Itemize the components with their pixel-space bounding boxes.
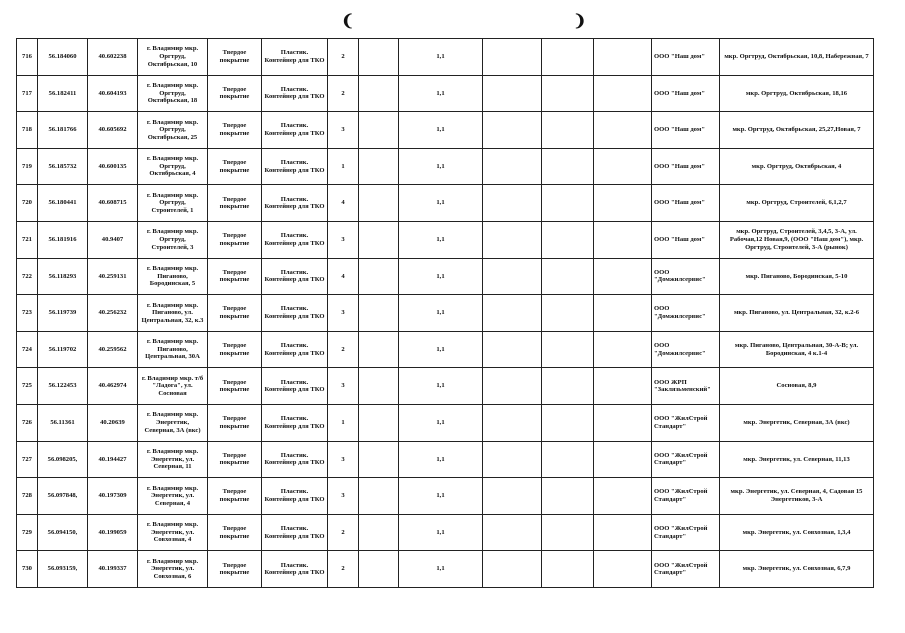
cell-lon: 40.256232	[88, 295, 138, 332]
empty-cell	[594, 404, 652, 441]
cell-volume: 1,1	[399, 258, 483, 295]
cell-n: 730	[17, 551, 38, 588]
cell-address: г. Владимир мкр. Оргтруд, Строителей, 1	[138, 185, 208, 222]
cell-lat: 56.184060	[38, 39, 88, 76]
empty-cell	[359, 441, 399, 478]
cell-lon: 40.199059	[88, 514, 138, 551]
table-row	[17, 478, 874, 515]
cell-org: ООО "Наш дом"	[652, 185, 720, 222]
cell-lat: 56.185732	[38, 148, 88, 185]
cell-volume: 1,1	[399, 112, 483, 149]
cell-surface: Твердое покрытие	[208, 551, 262, 588]
empty-cell	[542, 295, 594, 332]
cell-served: мкр. Оргтруд, Октябрьская, 10,8, Набережная, 7	[720, 39, 874, 76]
empty-cell	[594, 75, 652, 112]
cell-org: ООО "Наш дом"	[652, 112, 720, 149]
cell-address: г. Владимир мкр. Оргтруд, Октябрьская, 18	[138, 75, 208, 112]
cell-volume: 1,1	[399, 148, 483, 185]
cell-surface: Твердое покрытие	[208, 148, 262, 185]
table-row	[17, 112, 874, 149]
empty-cell	[359, 148, 399, 185]
cell-address: г. Владимир мкр. Оргтруд, Строителей, 3	[138, 221, 208, 258]
cell-org: ООО "Наш дом"	[652, 75, 720, 112]
cell-lon: 40.602238	[88, 39, 138, 76]
cell-org: ООО "Домжилсервис"	[652, 331, 720, 368]
cell-served: мкр. Энергетик, Северная, 3А (вкс)	[720, 404, 874, 441]
cell-surface: Твердое покрытие	[208, 221, 262, 258]
cell-served: мкр. Оргтруд, Октябрьская, 25,27,Новая, 7	[720, 112, 874, 149]
empty-cell	[542, 368, 594, 405]
empty-cell	[359, 331, 399, 368]
cell-address: г. Владимир мкр. Пиганово, ул. Центральная, 32, к.3	[138, 295, 208, 332]
cell-address: г. Владимир мкр. Оргтруд, Октябрьская, 10	[138, 39, 208, 76]
empty-cell	[542, 39, 594, 76]
cell-n: 717	[17, 75, 38, 112]
cell-lat: 56.097848,	[38, 478, 88, 515]
cell-count: 3	[328, 112, 359, 149]
empty-cell	[594, 39, 652, 76]
table-row	[17, 295, 874, 332]
cell-container: Пластик. Контейнер для ТКО	[262, 258, 328, 295]
cell-lat: 56.098205,	[38, 441, 88, 478]
cell-n: 716	[17, 39, 38, 76]
cell-org: ООО "Наш дом"	[652, 148, 720, 185]
empty-cell	[359, 39, 399, 76]
empty-cell	[594, 185, 652, 222]
cell-org: ООО "Домжилсервис"	[652, 258, 720, 295]
empty-cell	[542, 331, 594, 368]
cell-served: мкр. Энергетик, ул. Северная, 11,13	[720, 441, 874, 478]
cell-volume: 1,1	[399, 441, 483, 478]
cell-address: г. Владимир мкр. Пиганово, Центральная, 30А	[138, 331, 208, 368]
cell-count: 1	[328, 148, 359, 185]
empty-cell	[483, 221, 542, 258]
cell-count: 2	[328, 514, 359, 551]
empty-cell	[542, 478, 594, 515]
empty-cell	[542, 441, 594, 478]
empty-cell	[483, 368, 542, 405]
cell-lat: 56.118293	[38, 258, 88, 295]
container-sites-table	[16, 38, 874, 588]
table-row	[17, 221, 874, 258]
cell-served: мкр. Энергетик, ул. Совхозная, 6,7,9	[720, 551, 874, 588]
cell-volume: 1,1	[399, 331, 483, 368]
cell-served: мкр. Энергетик, ул. Северная, 4, Садовая 15 Энергетиков, 3-А	[720, 478, 874, 515]
empty-cell	[542, 258, 594, 295]
cell-lon: 40.259131	[88, 258, 138, 295]
page-mark-left: ❨	[341, 13, 355, 30]
empty-cell	[594, 295, 652, 332]
cell-address: г. Владимир мкр. Энергетик, ул. Совхозная, 4	[138, 514, 208, 551]
cell-org: ООО "ЖилСтрой Стандарт"	[652, 551, 720, 588]
cell-volume: 1,1	[399, 551, 483, 588]
cell-lon: 40.605692	[88, 112, 138, 149]
cell-lon: 40.199337	[88, 551, 138, 588]
cell-lon: 40.608715	[88, 185, 138, 222]
cell-surface: Твердое покрытие	[208, 75, 262, 112]
empty-cell	[359, 514, 399, 551]
table-row	[17, 551, 874, 588]
cell-container: Пластик. Контейнер для ТКО	[262, 295, 328, 332]
cell-address: г. Владимир мкр. Пиганово, Бородинская, 5	[138, 258, 208, 295]
cell-n: 724	[17, 331, 38, 368]
cell-volume: 1,1	[399, 221, 483, 258]
cell-lat: 56.119739	[38, 295, 88, 332]
cell-container: Пластик. Контейнер для ТКО	[262, 221, 328, 258]
cell-n: 725	[17, 368, 38, 405]
cell-volume: 1,1	[399, 404, 483, 441]
empty-cell	[359, 551, 399, 588]
cell-lat: 56.181766	[38, 112, 88, 149]
empty-cell	[359, 221, 399, 258]
cell-address: г. Владимир мкр. Оргтруд, Октябрьская, 4	[138, 148, 208, 185]
cell-served: мкр. Оргтруд, Октябрьская, 4	[720, 148, 874, 185]
cell-container: Пластик. Контейнер для ТКО	[262, 148, 328, 185]
cell-volume: 1,1	[399, 75, 483, 112]
cell-surface: Твердое покрытие	[208, 39, 262, 76]
cell-count: 2	[328, 39, 359, 76]
cell-n: 719	[17, 148, 38, 185]
empty-cell	[542, 551, 594, 588]
cell-n: 720	[17, 185, 38, 222]
cell-served: Сосновая, 8,9	[720, 368, 874, 405]
empty-cell	[359, 185, 399, 222]
cell-surface: Твердое покрытие	[208, 368, 262, 405]
cell-n: 729	[17, 514, 38, 551]
cell-lat: 56.181916	[38, 221, 88, 258]
cell-count: 3	[328, 295, 359, 332]
cell-address: г. Владимир мкр. Энергетик, ул. Северная, 11	[138, 441, 208, 478]
empty-cell	[359, 112, 399, 149]
empty-cell	[483, 258, 542, 295]
cell-container: Пластик. Контейнер для ТКО	[262, 112, 328, 149]
cell-count: 3	[328, 221, 359, 258]
cell-surface: Твердое покрытие	[208, 331, 262, 368]
cell-surface: Твердое покрытие	[208, 112, 262, 149]
empty-cell	[483, 404, 542, 441]
cell-surface: Твердое покрытие	[208, 404, 262, 441]
cell-served: мкр. Пиганово, ул. Центральная, 32, к.2-6	[720, 295, 874, 332]
cell-surface: Твердое покрытие	[208, 514, 262, 551]
cell-lon: 40.9407	[88, 221, 138, 258]
cell-container: Пластик. Контейнер для ТКО	[262, 331, 328, 368]
cell-volume: 1,1	[399, 514, 483, 551]
cell-served: мкр. Энергетик, ул. Совхозная, 1,3,4	[720, 514, 874, 551]
cell-count: 2	[328, 551, 359, 588]
cell-lon: 40.462974	[88, 368, 138, 405]
empty-cell	[542, 404, 594, 441]
empty-cell	[483, 478, 542, 515]
empty-cell	[594, 441, 652, 478]
cell-volume: 1,1	[399, 295, 483, 332]
empty-cell	[483, 39, 542, 76]
cell-lat: 56.182411	[38, 75, 88, 112]
cell-served: мкр. Пиганово, Бородинская, 5-10	[720, 258, 874, 295]
empty-cell	[483, 514, 542, 551]
empty-cell	[359, 258, 399, 295]
empty-cell	[594, 331, 652, 368]
cell-org: ООО ЖРП "Заклязьменский"	[652, 368, 720, 405]
cell-lat: 56.122453	[38, 368, 88, 405]
cell-org: ООО "Наш дом"	[652, 39, 720, 76]
cell-address: г. Владимир мкр. Энергетик, ул. Совхозная, 6	[138, 551, 208, 588]
cell-org: ООО "ЖилСтрой Стандарт"	[652, 404, 720, 441]
cell-lat: 56.11361	[38, 404, 88, 441]
cell-n: 722	[17, 258, 38, 295]
cell-count: 3	[328, 478, 359, 515]
cell-served: мкр. Пиганово, Центральная, 30-А-В; ул. Бородинская, 4 к.1-4	[720, 331, 874, 368]
cell-n: 726	[17, 404, 38, 441]
cell-org: ООО "ЖилСтрой Стандарт"	[652, 478, 720, 515]
cell-surface: Твердое покрытие	[208, 185, 262, 222]
empty-cell	[359, 295, 399, 332]
empty-cell	[359, 478, 399, 515]
empty-cell	[359, 368, 399, 405]
cell-lon: 40.197309	[88, 478, 138, 515]
cell-served: мкр. Оргтруд, Строителей, 3,4,5, 3-А, ул. Рабочая,12 Новая,9, (ООО "Наш дом"), мкр. Оргтруд, Строителей, 3-А (рынок)	[720, 221, 874, 258]
cell-container: Пластик. Контейнер для ТКО	[262, 185, 328, 222]
cell-container: Пластик. Контейнер для ТКО	[262, 478, 328, 515]
cell-volume: 1,1	[399, 39, 483, 76]
table-row	[17, 331, 874, 368]
cell-n: 727	[17, 441, 38, 478]
cell-count: 2	[328, 331, 359, 368]
cell-container: Пластик. Контейнер для ТКО	[262, 404, 328, 441]
empty-cell	[483, 148, 542, 185]
cell-lon: 40.20639	[88, 404, 138, 441]
cell-address: г. Владимир мкр. Энергетик, Северная, 3А (вкс)	[138, 404, 208, 441]
table-row	[17, 39, 874, 76]
cell-served: мкр. Оргтруд, Строителей, 6,1,2,7	[720, 185, 874, 222]
empty-cell	[359, 404, 399, 441]
empty-cell	[594, 148, 652, 185]
cell-org: ООО "ЖилСтрой Стандарт"	[652, 441, 720, 478]
cell-org: ООО "Домжилсервис"	[652, 295, 720, 332]
empty-cell	[359, 75, 399, 112]
table-row	[17, 368, 874, 405]
cell-count: 4	[328, 185, 359, 222]
cell-volume: 1,1	[399, 478, 483, 515]
empty-cell	[542, 185, 594, 222]
cell-org: ООО "ЖилСтрой Стандарт"	[652, 514, 720, 551]
cell-surface: Твердое покрытие	[208, 441, 262, 478]
cell-container: Пластик. Контейнер для ТКО	[262, 514, 328, 551]
table-row	[17, 75, 874, 112]
cell-surface: Твердое покрытие	[208, 295, 262, 332]
empty-cell	[594, 478, 652, 515]
cell-container: Пластик. Контейнер для ТКО	[262, 75, 328, 112]
empty-cell	[542, 75, 594, 112]
empty-cell	[542, 514, 594, 551]
cell-n: 718	[17, 112, 38, 149]
table-row	[17, 258, 874, 295]
cell-n: 723	[17, 295, 38, 332]
empty-cell	[483, 551, 542, 588]
cell-count: 3	[328, 441, 359, 478]
cell-lat: 56.093159,	[38, 551, 88, 588]
empty-cell	[483, 112, 542, 149]
empty-cell	[594, 258, 652, 295]
cell-count: 1	[328, 404, 359, 441]
cell-container: Пластик. Контейнер для ТКО	[262, 368, 328, 405]
cell-lon: 40.194427	[88, 441, 138, 478]
empty-cell	[594, 368, 652, 405]
table-row	[17, 185, 874, 222]
table-row	[17, 404, 874, 441]
cell-count: 2	[328, 75, 359, 112]
cell-volume: 1,1	[399, 185, 483, 222]
cell-org: ООО "Наш дом"	[652, 221, 720, 258]
cell-lon: 40.259562	[88, 331, 138, 368]
cell-n: 721	[17, 221, 38, 258]
empty-cell	[483, 441, 542, 478]
empty-cell	[483, 75, 542, 112]
cell-volume: 1,1	[399, 368, 483, 405]
cell-lon: 40.604193	[88, 75, 138, 112]
cell-lat: 56.180441	[38, 185, 88, 222]
empty-cell	[594, 514, 652, 551]
page-mark-right: ❩	[573, 13, 587, 30]
empty-cell	[483, 295, 542, 332]
empty-cell	[594, 551, 652, 588]
cell-container: Пластик. Контейнер для ТКО	[262, 441, 328, 478]
empty-cell	[594, 112, 652, 149]
cell-n: 728	[17, 478, 38, 515]
table-row	[17, 441, 874, 478]
cell-surface: Твердое покрытие	[208, 478, 262, 515]
empty-cell	[483, 185, 542, 222]
empty-cell	[542, 112, 594, 149]
cell-lat: 56.119702	[38, 331, 88, 368]
cell-lon: 40.600135	[88, 148, 138, 185]
empty-cell	[483, 331, 542, 368]
cell-lat: 56.094150,	[38, 514, 88, 551]
empty-cell	[542, 148, 594, 185]
cell-count: 4	[328, 258, 359, 295]
empty-cell	[542, 221, 594, 258]
cell-container: Пластик. Контейнер для ТКО	[262, 39, 328, 76]
cell-served: мкр. Оргтруд, Октябрьская, 18,16	[720, 75, 874, 112]
table-row	[17, 514, 874, 551]
cell-address: г. Владимир мкр. т/б "Ладога", ул. Сосновая	[138, 368, 208, 405]
cell-surface: Твердое покрытие	[208, 258, 262, 295]
cell-count: 3	[328, 368, 359, 405]
empty-cell	[594, 221, 652, 258]
cell-address: г. Владимир мкр. Оргтруд, Октябрьская, 25	[138, 112, 208, 149]
table-row	[17, 148, 874, 185]
cell-address: г. Владимир мкр. Энергетик, ул. Северная, 4	[138, 478, 208, 515]
cell-container: Пластик. Контейнер для ТКО	[262, 551, 328, 588]
